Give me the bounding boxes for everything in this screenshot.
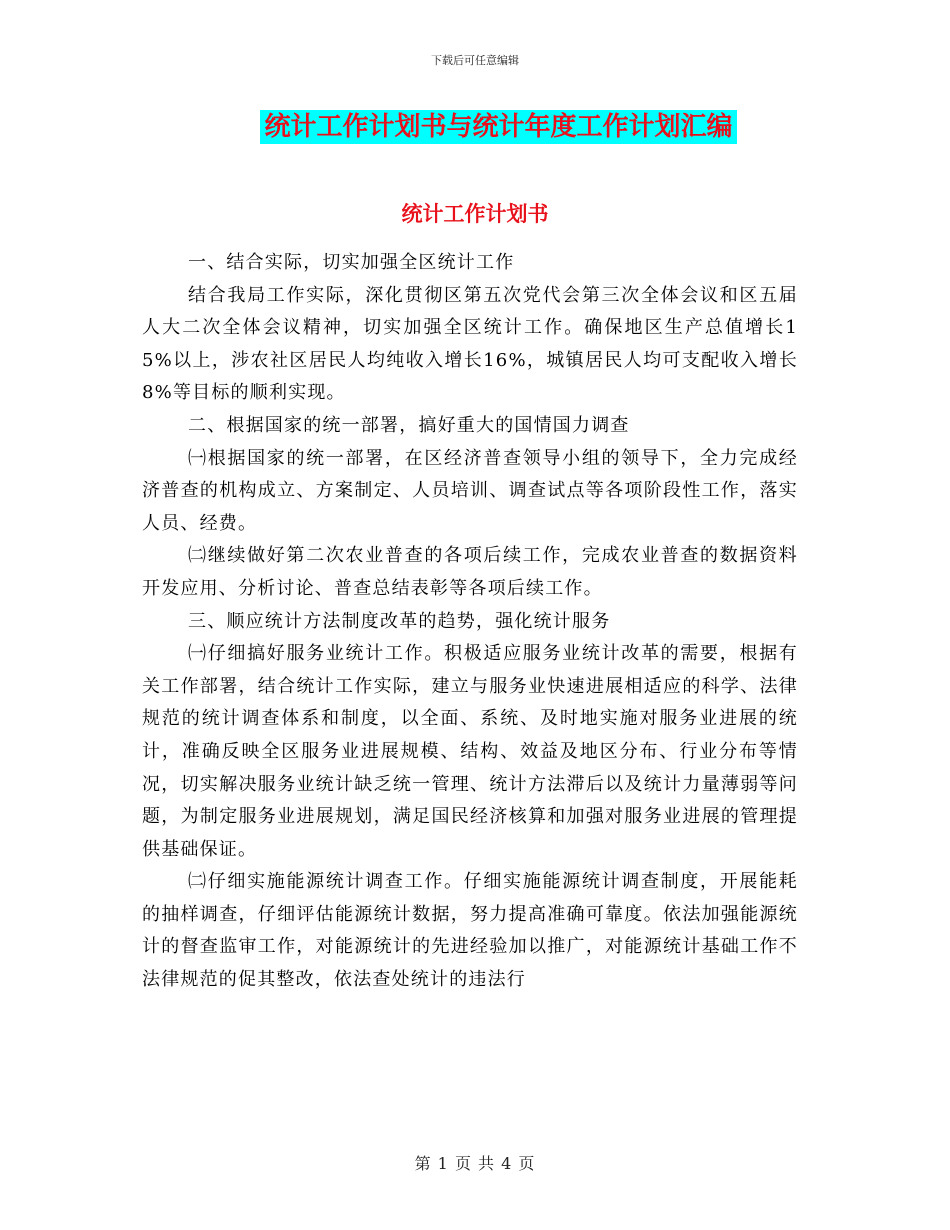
- paragraph-heading-2: 二、根据国家的统一部署，搞好重大的国情国力调查: [188, 414, 630, 436]
- paragraph: ㈠根据国家的统一部署，在区经济普查领导小组的领导下，全力完成经济普查的机构成立、方案制定、人员培训、调查试点等各项阶段性工作，落实人员、经费。: [142, 447, 798, 534]
- paragraph: ㈠仔细搞好服务业统计工作。积极适应服务业统计改革的需要，根据有关工作部署，结合统计工作实际，建立与服务业快速进展相适应的科学、法律规范的统计调查体系和制度，以全面、系统、及时地实施对服务业进展的统计，准确反映全区服务业进展规模、结构、效益及地区分布、行业分布等情况，切实解决服务业统计缺乏统一管理、统计方法滞后以及统计力量薄弱等问题，为制定服务业进展规划，满足国民经济核算和加强对服务业进展的管理提供基础保证。: [142, 643, 798, 860]
- paragraph-heading-3: 三、顺应统计方法制度改革的趋势，强化统计服务: [188, 610, 611, 632]
- section-title: 统计工作计划书: [401, 201, 549, 226]
- paragraph: 结合我局工作实际，深化贯彻区第五次党代会第三次全体会议和区五届人大二次全体会议精神，切实加强全区统计工作。确保地区生产总值增长15%以上，涉农社区居民人均纯收入增长16%，城镇居民人均可支配收入增长8%等目标的顺利实现。: [142, 284, 798, 404]
- document-title-container: [0, 110, 950, 144]
- page-number: 第 1 页 共 4 页: [414, 1154, 536, 1173]
- document-body: [142, 247, 798, 997]
- document-title: 统计工作计划书与统计年度工作计划汇编: [260, 110, 736, 144]
- paragraph: ㈡继续做好第二次农业普查的各项后续工作，完成农业普查的数据资料开发应用、分析讨论、普查总结表彰等各项后续工作。: [142, 545, 798, 599]
- page-header-note: 下载后可任意编辑: [431, 54, 519, 67]
- paragraph-heading-1: 一、结合实际，切实加强全区统计工作: [188, 252, 515, 273]
- paragraph: ㈡仔细实施能源统计调查工作。仔细实施能源统计调查制度，开展能耗的抽样调查，仔细评估能源统计数据，努力提高准确可靠度。依法加强能源统计的督查监审工作，对能源统计的先进经验加以推广，对能源统计基础工作不法律规范的促其整改，依法查处统计的违法行: [142, 871, 798, 991]
